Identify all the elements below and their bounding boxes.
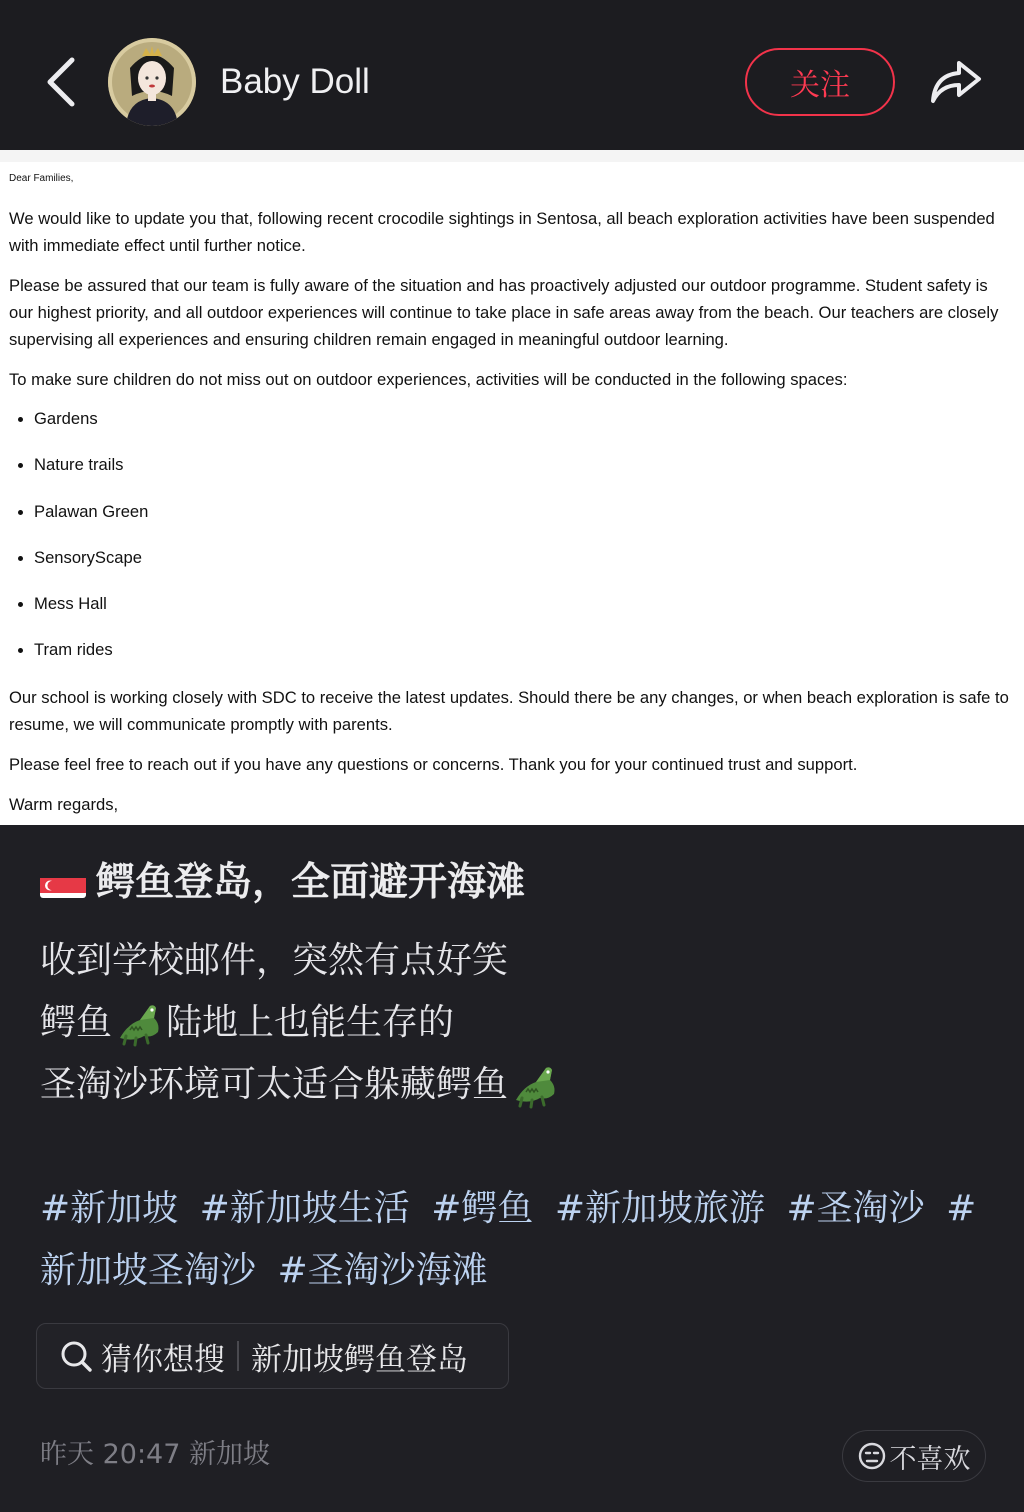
letter-salutation: Dear Families, [9, 173, 74, 184]
divider [237, 1341, 239, 1371]
search-suggestion-label: 猜你想搜 [101, 1341, 225, 1378]
top-bar [0, 0, 1024, 150]
post-line-2-start: 鳄鱼 [40, 1002, 113, 1043]
post-line-2-end: 陆地上也能生存的 [166, 1002, 455, 1043]
spaces-list [18, 406, 1015, 663]
hashtag-link[interactable]: #新加坡 [40, 1188, 179, 1229]
hashtag-link[interactable]: #新加坡生活 [199, 1188, 410, 1229]
post-line-2 [40, 992, 990, 1054]
letter-paragraph-1: We would like to update you that, following recent crocodile sightings in Sentosa, all beach exploration activities have been suspended with immediate effect until further notice. [9, 209, 995, 255]
list-item: Gardens [18, 406, 1015, 432]
letter-paragraph-3: To make sure children do not miss out on outdoor experiences, activities will be conducted in the following spaces: [9, 370, 848, 389]
dislike-button[interactable] [842, 1430, 986, 1482]
follow-button[interactable]: 关注 [745, 48, 895, 116]
list-item: SensoryScape [18, 545, 1015, 571]
list-item: Mess Hall [18, 591, 1015, 617]
post-body [40, 930, 990, 1116]
hashtag-link[interactable]: #新加坡圣淘沙 [40, 1188, 977, 1291]
post-line-3-text: 圣淘沙环境可太适合躲藏鳄鱼 [40, 1064, 509, 1105]
hashtag-link[interactable]: #新加坡旅游 [554, 1188, 766, 1229]
singapore-flag-icon [40, 868, 86, 898]
avatar-image [108, 38, 196, 126]
crocodile-icon [510, 1060, 560, 1110]
letter-paragraph-2: Please be assured that our team is fully aware of the situation and has proactively adjusted our outdoor programme. Student safety is our highest priority, and all outdoor experiences will continue to take place in safe areas away from the beach. Our teachers are closely supervising all experiences and ensuring children remain engaged in meaningful outdoor learning. [9, 276, 999, 349]
post-line-1: 收到学校邮件，突然有点好笑 [40, 940, 509, 981]
chevron-left-icon [46, 56, 76, 108]
hashtag-list [40, 1178, 990, 1302]
avatar[interactable] [108, 38, 196, 126]
author-name[interactable]: Baby Doll [220, 62, 370, 101]
letter-closing: Warm regards, [9, 794, 119, 814]
share-button[interactable] [922, 50, 988, 112]
post-title-text: 鳄鱼登岛，全面避开海滩 [96, 860, 526, 905]
post-line-3 [40, 1054, 990, 1116]
search-suggestion-button[interactable] [36, 1323, 509, 1389]
search-suggestion-query: 新加坡鳄鱼登岛 [251, 1341, 468, 1378]
hashtag-link[interactable]: #圣淘沙海滩 [277, 1250, 488, 1291]
back-button[interactable] [36, 52, 86, 112]
post-title [40, 855, 525, 911]
crocodile-icon [114, 998, 164, 1048]
letter-paragraph-5: Please feel free to reach out if you have any questions or concerns. Thank you for your continued trust and support. [9, 754, 858, 774]
post-image-letter[interactable] [0, 150, 1024, 825]
dislike-label: 不喜欢 [889, 1443, 971, 1475]
list-item: Tram rides [18, 637, 1015, 663]
share-icon [927, 57, 983, 105]
post-time-location: 昨天 20:47 新加坡 [40, 1439, 270, 1470]
search-icon [59, 1339, 93, 1373]
list-item: Palawan Green [18, 499, 1015, 525]
hashtag-link[interactable]: #鳄鱼 [431, 1188, 534, 1229]
list-item: Nature trails [18, 452, 1015, 478]
unhappy-face-icon [858, 1442, 886, 1470]
hashtag-link[interactable]: #圣淘沙 [786, 1188, 925, 1229]
letter-paragraph-4: Our school is working closely with SDC to receive the latest updates. Should there be any changes, or when beach exploration is safe to resume, we will communicate promptly with parents. [9, 687, 1009, 734]
